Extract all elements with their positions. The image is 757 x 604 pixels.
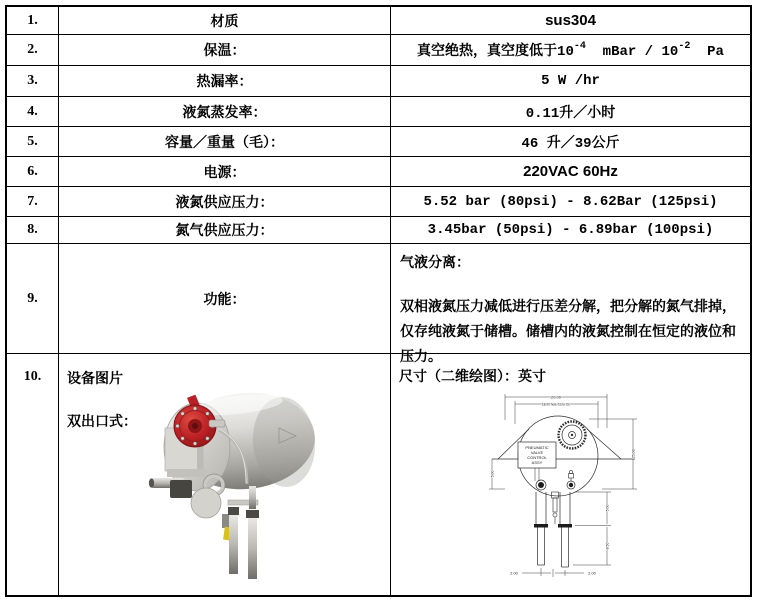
row-number: 1. xyxy=(27,12,38,28)
spec-label-ln2-pressure: 液氮供应压力： xyxy=(175,193,274,210)
function-text-line: 压力。 xyxy=(400,348,442,364)
dim-overall-height: 15.00 xyxy=(631,449,636,459)
row-number: 10. xyxy=(23,369,42,384)
spec-value-function xyxy=(391,244,750,364)
spec-label-insulation: 保温： xyxy=(203,42,246,58)
table-row xyxy=(7,127,750,157)
row-number: 7. xyxy=(27,193,38,209)
photo-title: 设备图片 xyxy=(67,370,123,386)
equipment-photo-cell xyxy=(59,354,391,595)
spec-value-material: sus304 xyxy=(545,12,596,29)
table-row xyxy=(7,66,750,97)
row-number: 2. xyxy=(27,42,38,57)
spec-label-material: 材质 xyxy=(210,12,239,29)
spec-value-gn2-pressure: 3.45bar (50psi) - 6.89bar (100psi) xyxy=(427,222,714,238)
table-row xyxy=(7,157,750,187)
spec-label-gn2-pressure: 氮气供应压力： xyxy=(175,222,274,238)
ports-and-legs xyxy=(534,470,575,567)
table-row xyxy=(7,244,750,364)
spec-label-evaporation: 液氮蒸发率： xyxy=(182,103,267,120)
dim-overall-width: 20.00 xyxy=(550,394,562,400)
valve-box-label: ASSY xyxy=(531,460,543,465)
dimension-lines xyxy=(489,394,637,577)
spec-label-capacity: 容量／重量（毛）： xyxy=(165,133,284,150)
valve-box-label: VALVE xyxy=(530,450,544,455)
row-number: 6. xyxy=(27,163,38,179)
valve-box-label: PNEUMATIC xyxy=(525,445,549,450)
row-number: 9. xyxy=(27,290,38,306)
drawing-title: 尺寸（二维绘图）：英寸 xyxy=(399,368,546,384)
spec-label-heat-leak: 热漏率： xyxy=(196,73,253,89)
table-row xyxy=(7,7,750,35)
dim-lower-right: 8.50 xyxy=(605,542,610,550)
row-number: 4. xyxy=(27,103,38,119)
photo-subtitle: 双出口式： xyxy=(67,413,137,429)
spec-value-insulation: 真空绝热，真空度低于$10^{-4}$ mBar / $10^{-2}$ Pa xyxy=(417,41,724,60)
dim-left-height: 5.00 xyxy=(490,470,495,478)
dimension-labels xyxy=(491,395,636,576)
spec-table xyxy=(5,5,752,597)
table-row xyxy=(7,97,750,127)
dim-upper-right: 5.00 xyxy=(605,504,610,512)
table-row xyxy=(7,217,750,244)
dimension-drawing xyxy=(465,388,670,590)
function-text-line: 双相液氮压力减低进行压差分解，把分解的氮气排掉， xyxy=(400,298,736,314)
spec-value-heat-leak: 5 W /hr xyxy=(541,73,600,89)
spec-label-function: 功能： xyxy=(203,290,246,307)
dim-hole-spacing: 18.00 hole CL to CL xyxy=(541,402,571,407)
function-text-line: 仅存纯液氮于储槽。储槽内的液氮控制在恒定的液位和 xyxy=(400,323,736,339)
tank-outline xyxy=(492,416,635,496)
valve-control-box xyxy=(518,442,556,481)
function-title: 气液分离： xyxy=(400,254,470,270)
row-number: 8. xyxy=(27,222,38,237)
valve-box-label: CONTROL xyxy=(527,455,547,460)
row-number: 3. xyxy=(27,73,38,88)
dimension-drawing-cell xyxy=(391,354,750,595)
equipment-photo xyxy=(145,390,323,584)
knurled-dial xyxy=(559,422,586,449)
spec-label-power: 电源： xyxy=(203,163,246,180)
spec-value-power: 220VAC 60Hz xyxy=(523,163,618,180)
spec-value-capacity: 46 升／39公斤 xyxy=(521,135,620,152)
table-row xyxy=(7,35,750,66)
row-number: 5. xyxy=(27,133,38,149)
spec-value-ln2-pressure: 5.52 bar (80psi) - 8.62Bar (125psi) xyxy=(423,193,718,210)
table-row xyxy=(7,187,750,217)
dim-leg-left: 2.00 xyxy=(510,571,518,576)
spec-value-evaporation: 0.11升／小时 xyxy=(525,105,616,122)
table-row xyxy=(7,354,750,595)
dim-leg-right: 2.00 xyxy=(588,571,596,576)
